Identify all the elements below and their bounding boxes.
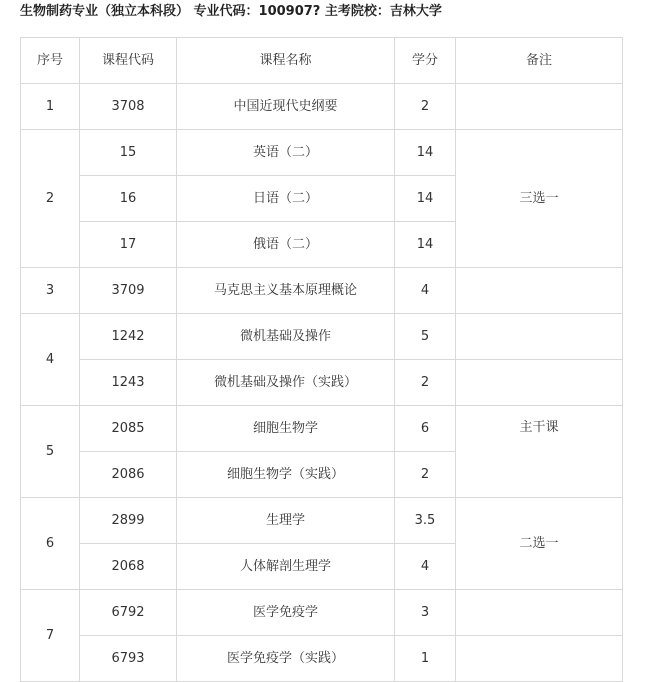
- note-cell: [456, 636, 623, 682]
- note-cell: [456, 314, 623, 360]
- credit-cell: 5: [395, 314, 456, 360]
- code-cell: 2899: [80, 498, 177, 544]
- credit-cell: 6: [395, 406, 456, 452]
- credit-cell: 1: [395, 636, 456, 682]
- header-seq: 序号: [21, 38, 80, 84]
- seq-cell: 1: [21, 84, 80, 130]
- credit-cell: 14: [395, 222, 456, 268]
- seq-cell: 4: [21, 314, 80, 406]
- credit-cell: 3.5: [395, 498, 456, 544]
- note-cell: [456, 360, 623, 406]
- credit-cell: 4: [395, 268, 456, 314]
- seq-cell: 7: [21, 590, 80, 682]
- name-cell: 马克思主义基本原理概论: [177, 268, 395, 314]
- credit-cell: 2: [395, 84, 456, 130]
- code-cell: 2086: [80, 452, 177, 498]
- header-name: 课程名称: [177, 38, 395, 84]
- note-cell: [456, 84, 623, 130]
- course-table: [20, 37, 623, 682]
- header-credit: 学分: [395, 38, 456, 84]
- code-cell: 2068: [80, 544, 177, 590]
- header-code: 课程代码: [80, 38, 177, 84]
- table-row: [21, 636, 623, 682]
- header-note: 备注: [456, 38, 623, 84]
- credit-cell: 2: [395, 452, 456, 498]
- name-cell: 医学免疫学（实践）: [177, 636, 395, 682]
- note-cell: 二选一: [456, 498, 623, 590]
- table-row: [21, 498, 623, 544]
- code-cell: 6792: [80, 590, 177, 636]
- table-row: [21, 84, 623, 130]
- table-row: [21, 406, 623, 452]
- code-cell: 2085: [80, 406, 177, 452]
- note-cell: [456, 268, 623, 314]
- credit-cell: 14: [395, 176, 456, 222]
- header-row: [21, 38, 623, 84]
- table-row: [21, 360, 623, 406]
- name-cell: 细胞生物学（实践）: [177, 452, 395, 498]
- code-cell: 1243: [80, 360, 177, 406]
- name-cell: 生理学: [177, 498, 395, 544]
- table-row: [21, 268, 623, 314]
- name-cell: 细胞生物学: [177, 406, 395, 452]
- seq-cell: 3: [21, 268, 80, 314]
- code-cell: 1242: [80, 314, 177, 360]
- code-cell: 16: [80, 176, 177, 222]
- table-row: [21, 590, 623, 636]
- credit-cell: 4: [395, 544, 456, 590]
- name-cell: 微机基础及操作（实践）: [177, 360, 395, 406]
- table-row: [21, 314, 623, 360]
- credit-cell: 14: [395, 130, 456, 176]
- name-cell: 英语（二）: [177, 130, 395, 176]
- code-cell: 17: [80, 222, 177, 268]
- name-cell: 医学免疫学: [177, 590, 395, 636]
- name-cell: 人体解剖生理学: [177, 544, 395, 590]
- seq-cell: 2: [21, 130, 80, 268]
- note-cell: 三选一: [456, 130, 623, 268]
- credit-cell: 2: [395, 360, 456, 406]
- code-cell: 3709: [80, 268, 177, 314]
- note-cell: 主干课: [456, 406, 623, 498]
- name-cell: 日语（二）: [177, 176, 395, 222]
- code-cell: 6793: [80, 636, 177, 682]
- note-cell: [456, 590, 623, 636]
- seq-cell: 5: [21, 406, 80, 498]
- table-row: [21, 130, 623, 176]
- name-cell: 俄语（二）: [177, 222, 395, 268]
- seq-cell: 6: [21, 498, 80, 590]
- code-cell: 15: [80, 130, 177, 176]
- credit-cell: 3: [395, 590, 456, 636]
- code-cell: 3708: [80, 84, 177, 130]
- name-cell: 中国近现代史纲要: [177, 84, 395, 130]
- page-title: 生物制药专业（独立本科段） 专业代码：100907? 主考院校：吉林大学: [20, 4, 442, 19]
- name-cell: 微机基础及操作: [177, 314, 395, 360]
